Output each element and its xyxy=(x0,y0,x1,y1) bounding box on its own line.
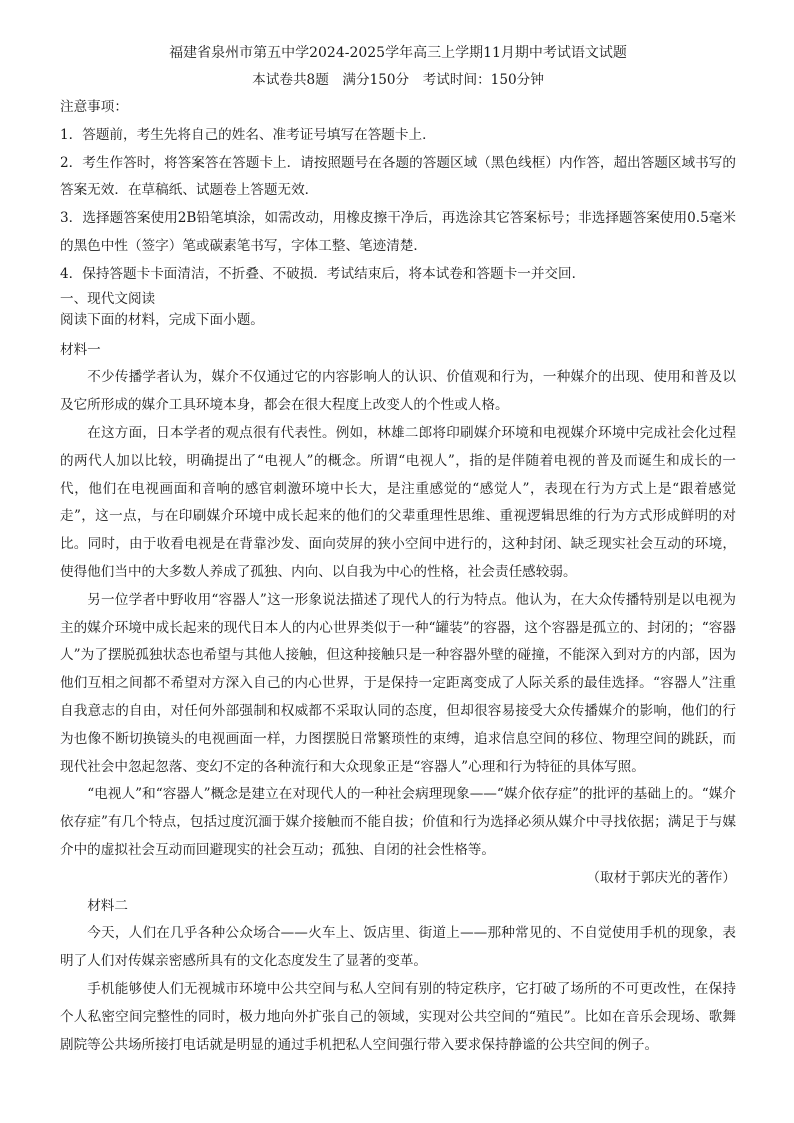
material1-paragraph-3: 另一位学者中野收用“容器人”这一形象说法描述了现代人的行为特点。他认为，在大众传播特别是以电视为主的媒介环境中成长起来的现代日本人的内心世界类似于一种“罐装”的容器，这个容器是孤立的、封闭的；“容器人”为了摆脱孤独状态也希望与其他人接触，但这种接触只是一种容器外壁的碰撞，不能深入到对方的内部，因为他们互相之间都不希望对方深入自己的内心世界，于是保持一定距离变成了人际关系的最佳选择。“容器人”注重自我意志的自由，对任何外部强制和权威都不采取认同的态度，但却很容易接受大众传播媒介的影响，他们的行为也像不断切换镜头的电视画面一样，力图摆脱日常繁琐性的束缚，追求信息空间的移位、物理空间的跳跃，而现代社会中忽起忽落、变幻不定的各种流行和大众现象正是“容器人”心理和行为特征的具体写照。 xyxy=(60,591,736,775)
material1-source: （取材于郭庆光的著作） xyxy=(586,869,736,886)
note-item-3: 3．选择题答案使用2B铅笔填涂，如需改动，用橡皮擦干净后，再选涂其它答案标号；非选择题答案使用0.5毫米的黑色中性（签字）笔或碳素笔书写，字体工整、笔迹清楚． xyxy=(60,210,736,254)
exam-subtitle: 本试卷共8题 满分150分 考试时间：150分钟 xyxy=(252,72,544,88)
material2-paragraph-2: 手机能够使人们无视城市环境中公共空间与私人空间有别的特定秩序，它打破了场所的不可更改性，在保持个人私密空间完整性的同时，极力地向外扩张自己的领域，实现对公共空间的“殖民”。比如在音乐会现场、歌舞剧院等公共场所接打电话就是明显的通过手机把私人空间强行带入要求保持静谧的公共空间的例子。 xyxy=(60,980,736,1053)
material1-paragraph-1: 不少传播学者认为，媒介不仅通过它的内容影响人的认识、价值观和行为，一种媒介的出现、使用和普及以及它所形成的媒介工具环境本身，都会在很大程度上改变人的个性或人格。 xyxy=(60,369,736,414)
note-item-2: 2．考生作答时，将答案答在答题卡上．请按照题号在各题的答题区域（黑色线框）内作答，超出答题区域书写的答案无效．在草稿纸、试题卷上答题无效． xyxy=(60,154,736,199)
exam-title: 福建省泉州市第五中学2024-2025学年高三上学期11月期中考试语文试题 xyxy=(169,45,627,61)
note-item-1: 1．答题前，考生先将自己的姓名、准考证号填写在答题卡上． xyxy=(60,126,436,143)
material2-label: 材料二 xyxy=(87,897,128,914)
note-item-4: 4．保持答题卡卡面清洁，不折叠、不破损．考试结束后，将本试卷和答题卡一并交回． xyxy=(60,265,586,282)
material1-label: 材料一 xyxy=(60,341,101,358)
notes-heading: 注意事项： xyxy=(60,99,128,115)
material2-paragraph-1: 今天，人们在几乎各种公众场合——火车上、饭店里、街道上——那种常见的、不自觉使用手机的现象，表明了人们对传媒亲密感所具有的文化态度发生了显著的变革。 xyxy=(60,925,736,970)
material1-paragraph-2: 在这方面，日本学者的观点很有代表性。例如，林雄二郎将印刷媒介环境和电视媒介环境中完成社会化过程的两代人加以比较，明确提出了“电视人”的概念。所谓“电视人”，指的是伴随着电视的普及而诞生和成长的一代，他们在电视画面和音响的感官刺激环境中长大，是注重感觉的“感觉人”，表现在行为方式上是“跟着感觉走”，这一点，与在印刷媒介环境中成长起来的他们的父辈重理性思维、重视逻辑思维的行为方式形成鲜明的对比。同时，由于收看电视是在背靠沙发、面向荧屏的狭小空间中进行的，这种封闭、缺乏现实社会互动的环境，使得他们当中的大多数人养成了孤独、内向、以自我为中心的性格，社会责任感较弱。 xyxy=(60,424,736,580)
section-heading: 一、现代文阅读 xyxy=(60,290,156,307)
section-instruction: 阅读下面的材料，完成下面小题。 xyxy=(60,311,264,328)
material1-paragraph-4: “电视人”和“容器人”概念是建立在对现代人的一种社会病理现象——“媒介依存症”的批评的基础上的。“媒介依存症”有几个特点，包括过度沉湎于媒介接触而不能自拔；价值和行为选择必须从媒介中寻找依据；满足于与媒介中的虚拟社会互动而回避现实的社会互动；孤独、自闭的社会性格等。 xyxy=(60,786,736,858)
